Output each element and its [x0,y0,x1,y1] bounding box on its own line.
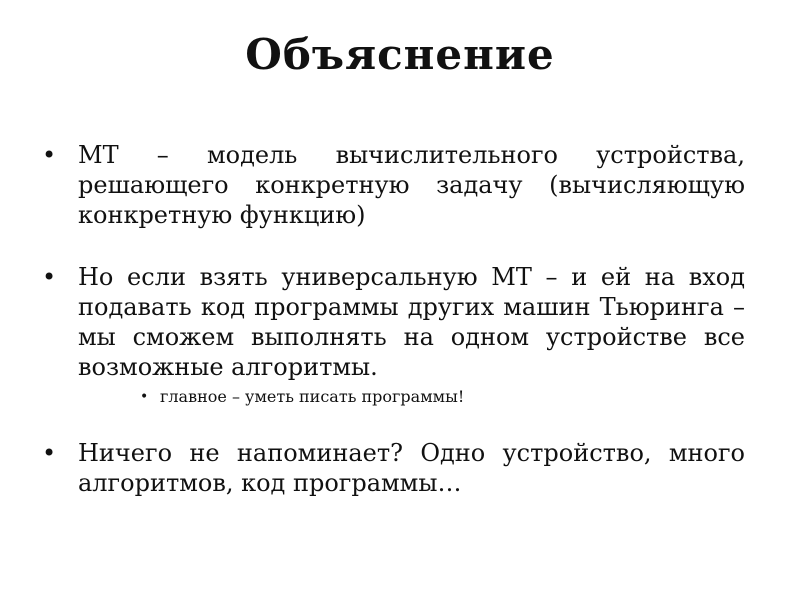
bullet-marker: • [42,263,57,291]
bullet-text-1: МТ – модель вычислительного устройства, решающего конкретную задачу (вычисляющую конкретную функцию) [78,141,745,229]
bullet-text-2: Но если взять универсальную МТ – и ей на вход подавать код программы других машин Тьюринга – мы сможем выполнять на одном устройстве все возможные алгоритмы. [78,263,745,381]
sub-bullet-item [140,386,745,408]
bullet-list [40,140,745,498]
bullet-item-1 [40,140,745,230]
bullet-text-3: Ничего не напоминает? Одно устройство, много алгоритмов, код программы… [78,439,745,497]
slide-title: Объяснение [245,30,555,79]
sub-bullet-text: главное – уметь писать программы! [160,387,465,406]
bullet-item-2 [40,262,745,382]
bullet-marker: • [42,439,57,467]
sub-bullet-marker: • [140,389,149,405]
bullet-item-3 [40,438,745,498]
bullet-marker: • [42,141,57,169]
